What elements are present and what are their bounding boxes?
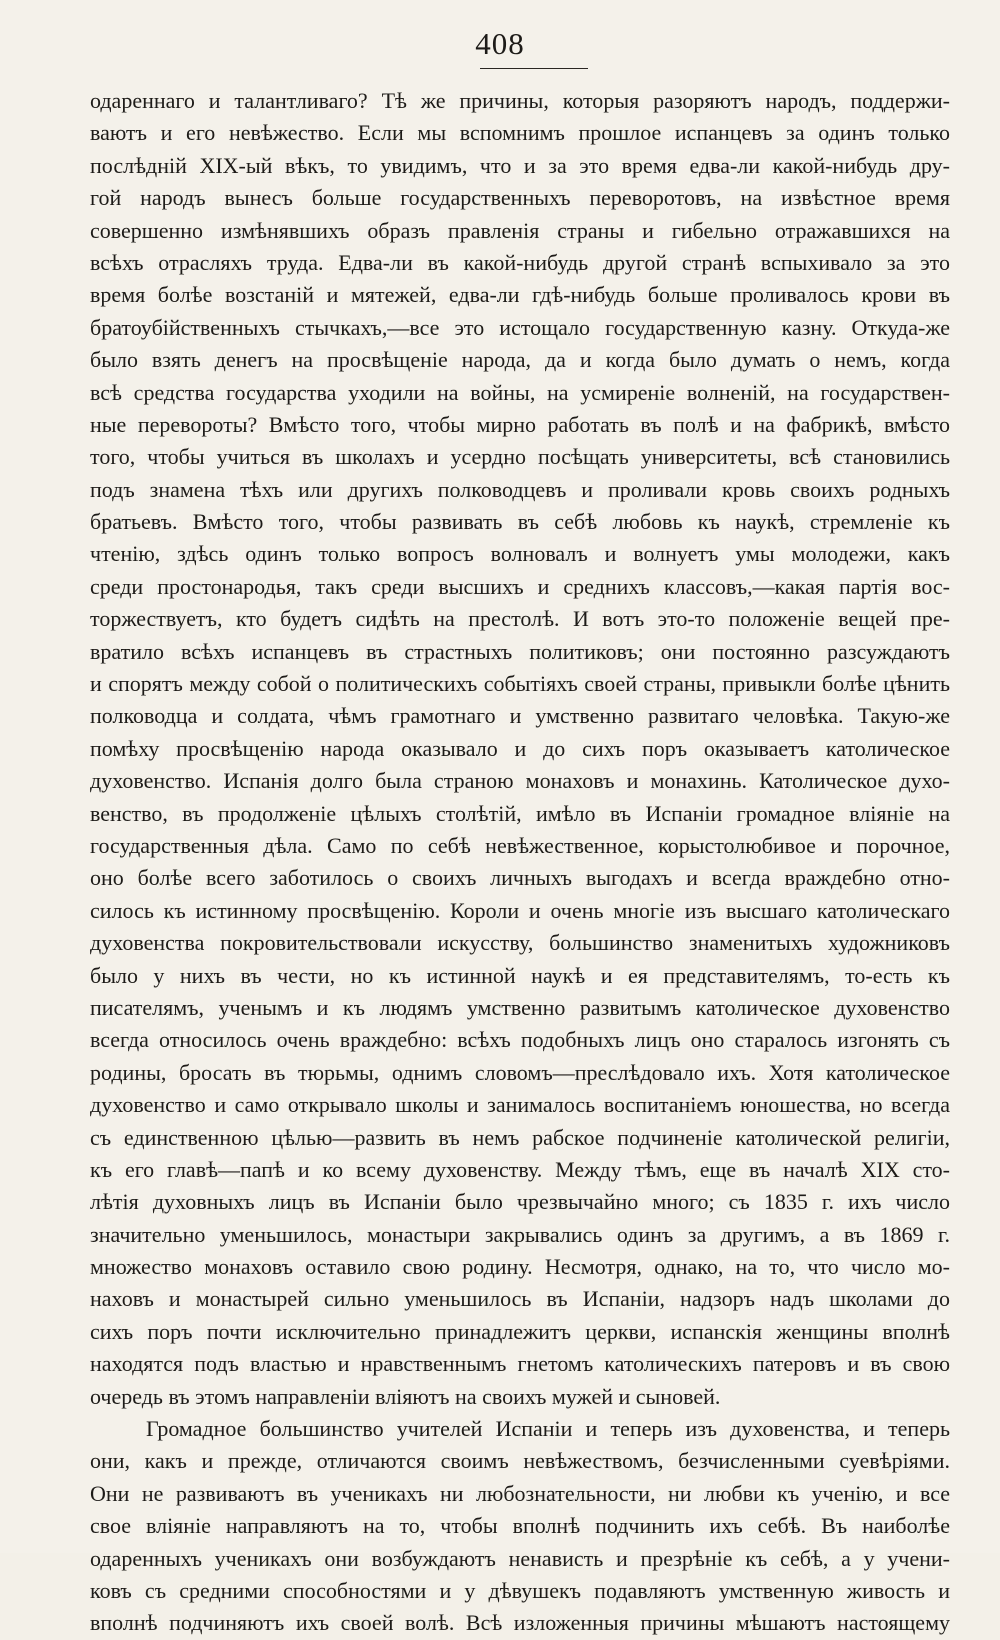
text-line: торжествуетъ, кто будетъ сидѣть на престолѣ. И вотъ это-то положеніе вещей пре- <box>90 606 950 632</box>
text-line: ваютъ и его невѣжество. Если мы вспомнимъ прошлое испанцевъ за одинъ только <box>90 120 950 146</box>
text-line: одареннаго и талантливаго? Тѣ же причины, которыя разоряютъ народъ, поддержи- <box>90 88 950 113</box>
header-rule <box>480 68 588 69</box>
text-line: значительно уменьшилось, монастыри закрывались одинъ за другимъ, а въ 1869 г. <box>90 1221 950 1247</box>
text-line: государственныя дѣла. Само по себѣ невѣжественное, корыстолюбивое и порочное, <box>90 832 950 858</box>
text-line: писателямъ, ученымъ и къ людямъ умственно развитымъ католическое духовенство <box>90 994 950 1020</box>
text-line: находятся подъ властью и нравственнымъ гнетомъ католическихъ патеровъ и въ свою <box>90 1351 950 1377</box>
text-line: время болѣе возстаній и мятежей, едва-ли гдѣ-нибудь больше проливалось крови въ <box>90 282 950 308</box>
text-line: ные перевороты? Вмѣсто того, чтобы мирно работать въ полѣ и на фабрикѣ, вмѣсто <box>90 411 950 437</box>
text-line: гой народъ вынесъ больше государственныхъ переворотовъ, на извѣстное время <box>90 185 950 211</box>
text-line: среди простонародья, такъ среди высшихъ и среднихъ классовъ,—какая партія вос- <box>90 573 950 599</box>
text-line: съ единственною цѣлью—развить въ немъ рабское подчиненіе католической религіи, <box>90 1124 950 1150</box>
text-line: послѣдній XIX-ый вѣкъ, то увидимъ, что и за это время едва-ли какой-нибудь дру- <box>90 152 950 178</box>
text-line: духовенство. Испанія долго была страною монаховъ и монахинь. Католическое духо- <box>90 768 950 794</box>
text-line: братьевъ. Вмѣсто того, чтобы развивать въ себѣ любовь къ наукѣ, стремленіе къ <box>90 509 950 535</box>
text-line: ковъ съ средними способностями и у дѣвушекъ подавляютъ умственную живость и <box>90 1577 950 1603</box>
text-line: они, какъ и прежде, отличаются своимъ невѣжествомъ, безчисленными суевѣріями. <box>90 1448 950 1474</box>
text-line: одаренныхъ ученикахъ они возбуждаютъ ненависть и презрѣніе къ себѣ, а у учени- <box>90 1545 950 1571</box>
text-line: силось къ истинному просвѣщенію. Короли и очень многіе изъ высшаго католическаго <box>90 897 950 923</box>
text-line: подъ знамена тѣхъ или другихъ полководцевъ и проливали кровь своихъ родныхъ <box>90 476 950 502</box>
text-line: вратило всѣхъ испанцевъ въ страстныхъ политиковъ; они постоянно разсуждаютъ <box>90 638 950 664</box>
text-line: всѣ средства государства уходили на войны, на усмиреніе волненій, на государствен- <box>90 379 950 405</box>
text-line: духовенство и само открывало школы и занималось воспитаніемъ юношества, но всегда <box>90 1092 950 1118</box>
text-line: помѣху просвѣщенію народа оказывало и до сихъ поръ оказываетъ католическое <box>90 735 950 761</box>
paragraph-end-line: очередь въ этомъ направленіи вліяютъ на своихъ мужей и сыновей. <box>90 1383 721 1409</box>
text-line: къ его главѣ—папѣ и ко всему духовенству. Между тѣмъ, еще въ началѣ XIX сто- <box>90 1156 950 1182</box>
text-line: множество монаховъ оставило свою родину. Несмотря, однако, на то, что число мо- <box>90 1254 950 1280</box>
text-line: венство, въ продолженіе цѣлыхъ столѣтій, имѣло въ Испаніи громадное вліяніе на <box>90 800 950 826</box>
text-line: всѣхъ отрасляхъ труда. Едва-ли въ какой-нибудь другой странѣ вспыхивало за это <box>90 249 950 275</box>
text-line: совершенно измѣнявшихъ образъ правленія страны и гибельно отражавшихся на <box>90 217 950 243</box>
text-line: чтенію, здѣсь одинъ только вопросъ волновалъ и волнуетъ умы молодежи, какъ <box>90 541 950 567</box>
page-number: 408 <box>475 26 525 61</box>
text-line: наховъ и монастырей сильно уменьшилось въ Испаніи, надзоръ надъ школами до <box>90 1286 950 1312</box>
text-line: вполнѣ подчиняютъ ихъ своей волѣ. Всѣ изложенныя причины мѣшаютъ настоящему <box>90 1610 950 1636</box>
text-line: родины, бросать въ тюрьмы, однимъ словомъ—преслѣдовало ихъ. Хотя католическое <box>90 1059 950 1085</box>
text-line: было у нихъ въ чести, но къ истинной наукѣ и ея представителямъ, то-есть къ <box>90 962 950 988</box>
page-body-text <box>90 85 950 1640</box>
text-line: и спорятъ между собой о политическихъ событіяхъ своей страны, привыкли болѣе цѣнить <box>90 671 950 697</box>
text-line: всегда относилось очень враждебно: всѣхъ подобныхъ лицъ оно старалось изгонять съ <box>90 1027 950 1053</box>
text-line: оно болѣе всего заботилось о своихъ личныхъ выгодахъ и всегда враждебно отно- <box>90 865 950 891</box>
text-line: полководца и солдата, чѣмъ грамотнаго и умственно развитаго человѣка. Такую-же <box>90 703 950 729</box>
text-line: Они не развиваютъ въ ученикахъ ни любознательности, ни любви къ ученію, и все <box>90 1480 950 1506</box>
text-line: лѣтія духовныхъ лицъ въ Испаніи было чрезвычайно много; съ 1835 г. ихъ число <box>90 1189 950 1215</box>
paragraph-start-line: Громадное большинство учителей Испаніи и теперь изъ духовенства, и теперь <box>146 1416 950 1442</box>
text-line: того, чтобы учиться въ школахъ и усердно посѣщать университеты, всѣ становились <box>90 444 950 470</box>
text-line: сихъ поръ почти исключительно принадлежитъ церкви, испанскія женщины вполнѣ <box>90 1318 950 1344</box>
text-line: свое вліяніе направляютъ на то, чтобы вполнѣ подчинить ихъ себѣ. Въ наиболѣе <box>90 1513 950 1539</box>
text-line: братоубійственныхъ стычкахъ,—все это истощало государственную казну. Откуда-же <box>90 314 950 340</box>
text-line: было взять денегъ на просвѣщеніе народа, да и когда было думать о немъ, когда <box>90 347 950 373</box>
text-line: духовенства покровительствовали искусству, большинство знаменитыхъ художниковъ <box>90 930 950 956</box>
